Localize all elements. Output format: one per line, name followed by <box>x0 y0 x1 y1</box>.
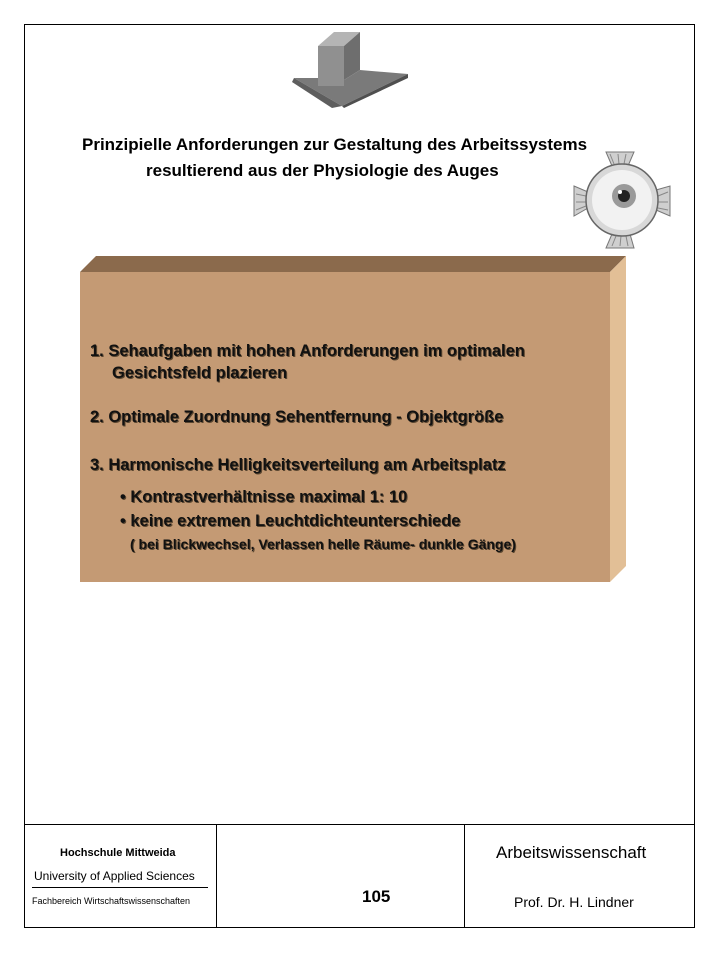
footer-divider <box>24 824 695 825</box>
eye-icon <box>572 150 672 250</box>
footer-separator-right <box>464 824 465 928</box>
note-gaze-change: ( bei Blickwechsel, Verlassen helle Räume- dunkle Gänge) <box>130 536 516 552</box>
bullet-contrast: • Kontrastverhältnisse maximal 1: 10 <box>120 488 408 506</box>
university-underline <box>32 887 208 888</box>
page-number: 105 <box>362 887 391 906</box>
requirement-1-line-1: 1. Sehaufgaben mit hohen Anforderungen im optimalen <box>90 342 525 360</box>
down-arrow-3d-icon <box>292 28 412 110</box>
title-line-2: resultierend aus der Physiologie des Auges <box>146 161 499 180</box>
requirement-3: 3. Harmonische Helligkeitsverteilung am Arbeitsplatz <box>90 456 506 474</box>
university-name: University of Applied Sciences <box>34 869 195 883</box>
footer-separator-left <box>216 824 217 928</box>
slide-title <box>60 132 660 184</box>
requirement-2: 2. Optimale Zuordnung Sehentfernung - Objektgröße <box>90 408 504 426</box>
requirement-1-line-2: Gesichtsfeld plazieren <box>112 364 288 382</box>
bullet-luminance: • keine extremen Leuchtdichteunterschiede <box>120 512 461 530</box>
school-name: Hochschule Mittweida <box>60 847 176 859</box>
department-name: Fachbereich Wirtschaftswissenschaften <box>32 896 191 906</box>
professor-name: Prof. Dr. H. Lindner <box>514 894 634 910</box>
subject-title: Arbeitswissenschaft <box>496 843 647 862</box>
title-line-1: Prinzipielle Anforderungen zur Gestaltung des Arbeitssystems <box>82 135 588 154</box>
